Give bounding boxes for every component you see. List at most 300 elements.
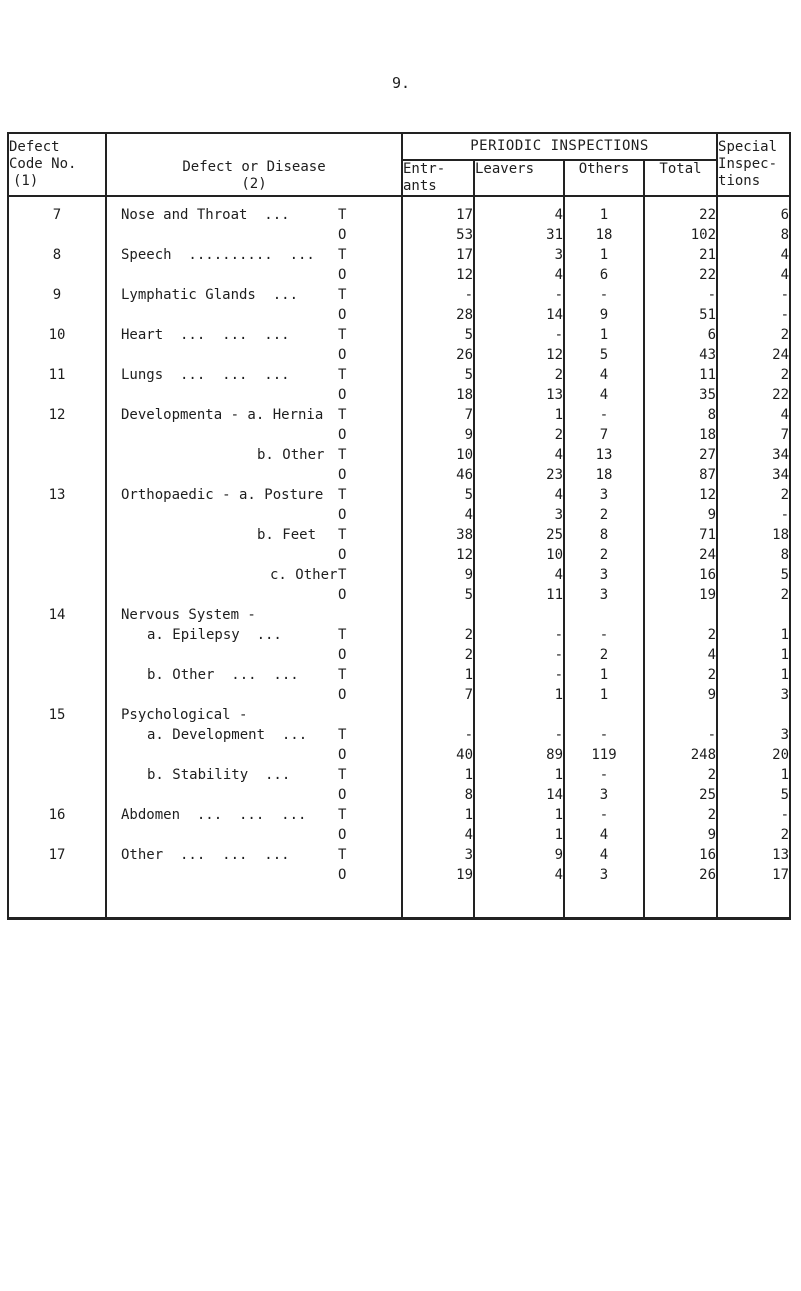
entrants-cell: 9: [402, 565, 474, 585]
row-type-label: T: [338, 527, 347, 543]
defect-disease-cell: [106, 805, 402, 825]
leavers-cell: 4: [474, 485, 564, 505]
row-type-label: O: [338, 467, 347, 483]
defect-disease-cell: [106, 505, 402, 525]
row-type-label: T: [338, 767, 347, 783]
defect-code-cell: [8, 465, 106, 485]
row-type-label: O: [338, 587, 347, 603]
entrants-cell: 3: [402, 845, 474, 865]
defect-disease-cell: [106, 445, 402, 465]
others-cell: -: [564, 405, 644, 425]
special-cell: [717, 605, 790, 625]
others-cell: 4: [564, 825, 644, 845]
others-cell: 3: [564, 485, 644, 505]
table-row: [8, 265, 790, 285]
defect-disease-cell: [106, 525, 402, 545]
leavers-cell: -: [474, 665, 564, 685]
entrants-cell: 40: [402, 745, 474, 765]
row-type-label: O: [338, 787, 347, 803]
others-cell: 18: [564, 225, 644, 245]
special-cell: 34: [717, 445, 790, 465]
entrants-cell: 53: [402, 225, 474, 245]
total-cell: [644, 605, 717, 625]
table-row: [8, 505, 790, 525]
table-row: [8, 605, 790, 625]
table-row: [8, 825, 790, 845]
table-row: [8, 225, 790, 245]
leavers-cell: 10: [474, 545, 564, 565]
header-defect-disease: Defect or Disease (2): [106, 133, 402, 196]
row-type-label: T: [338, 487, 347, 503]
table-row: [8, 285, 790, 305]
total-cell: 51: [644, 305, 717, 325]
row-type-label: O: [338, 647, 347, 663]
special-cell: 8: [717, 225, 790, 245]
others-cell: 1: [564, 196, 644, 225]
disease-label: Nervous System -: [121, 607, 256, 623]
leavers-cell: 4: [474, 265, 564, 285]
defect-code-cell: [8, 505, 106, 525]
total-cell: 43: [644, 345, 717, 365]
table-row: [8, 485, 790, 505]
disease-label: Abdomen ... ... ...: [121, 807, 307, 823]
defect-code-cell: [8, 745, 106, 765]
row-type-label: O: [338, 347, 347, 363]
leavers-cell: 12: [474, 345, 564, 365]
others-cell: 2: [564, 505, 644, 525]
defect-code-cell: [8, 425, 106, 445]
entrants-cell: 46: [402, 465, 474, 485]
table-row: [8, 345, 790, 365]
table-row: [8, 665, 790, 685]
table-row: [8, 805, 790, 825]
defect-disease-cell: [106, 705, 402, 725]
special-cell: 18: [717, 525, 790, 545]
entrants-cell: 5: [402, 325, 474, 345]
table-row: [8, 625, 790, 645]
special-cell: 24: [717, 345, 790, 365]
defect-code-cell: [8, 385, 106, 405]
entrants-cell: 7: [402, 685, 474, 705]
others-cell: -: [564, 765, 644, 785]
table-row: [8, 765, 790, 785]
others-cell: 4: [564, 385, 644, 405]
row-type-label: O: [338, 687, 347, 703]
table-row: [8, 565, 790, 585]
header-entrants: Entr- ants: [402, 160, 474, 196]
leavers-cell: 1: [474, 685, 564, 705]
entrants-cell: 5: [402, 485, 474, 505]
table-row: [8, 465, 790, 485]
total-cell: 22: [644, 265, 717, 285]
entrants-cell: 26: [402, 345, 474, 365]
defects-table: [7, 132, 791, 920]
defect-code-cell: [8, 345, 106, 365]
leavers-cell: -: [474, 645, 564, 665]
defect-disease-cell: [106, 285, 402, 305]
others-cell: 2: [564, 645, 644, 665]
defect-disease-cell: [106, 765, 402, 785]
disease-label: a. Development ...: [147, 727, 308, 743]
row-type-label: T: [338, 247, 347, 263]
row-type-label: T: [338, 287, 347, 303]
defect-code-cell: [8, 305, 106, 325]
entrants-cell: 18: [402, 385, 474, 405]
entrants-cell: 4: [402, 505, 474, 525]
row-type-label: O: [338, 427, 347, 443]
total-cell: 11: [644, 365, 717, 385]
table-row: [8, 405, 790, 425]
row-type-label: O: [338, 747, 347, 763]
total-cell: 12: [644, 485, 717, 505]
total-cell: 2: [644, 805, 717, 825]
header-leavers: Leavers: [474, 160, 564, 196]
row-type-label: T: [338, 407, 347, 423]
row-type-label: O: [338, 267, 347, 283]
leavers-cell: 11: [474, 585, 564, 605]
disease-label: Speech .......... ...: [121, 247, 315, 263]
defect-code-cell: [8, 445, 106, 465]
row-type-label: T: [338, 727, 347, 743]
row-type-label: T: [338, 667, 347, 683]
special-cell: [717, 705, 790, 725]
row-type-label: O: [338, 547, 347, 563]
leavers-cell: [474, 705, 564, 725]
entrants-cell: 17: [402, 196, 474, 225]
others-cell: [564, 705, 644, 725]
table-row: [8, 545, 790, 565]
table-row: [8, 325, 790, 345]
special-cell: 8: [717, 545, 790, 565]
defect-disease-cell: [106, 865, 402, 919]
defect-disease-cell: [106, 565, 402, 585]
entrants-cell: 10: [402, 445, 474, 465]
defect-disease-cell: [106, 585, 402, 605]
disease-label: Lungs ... ... ...: [121, 367, 290, 383]
disease-label: c. Other: [270, 567, 338, 583]
defect-disease-cell: [106, 325, 402, 345]
leavers-cell: 31: [474, 225, 564, 245]
total-cell: 16: [644, 845, 717, 865]
defect-code-cell: [8, 825, 106, 845]
leavers-cell: 14: [474, 785, 564, 805]
table-row: [8, 305, 790, 325]
special-cell: 4: [717, 265, 790, 285]
leavers-cell: 3: [474, 245, 564, 265]
defect-disease-cell: [106, 785, 402, 805]
special-cell: 2: [717, 825, 790, 845]
others-cell: 1: [564, 245, 644, 265]
disease-label: a. Epilepsy ...: [147, 627, 282, 643]
others-cell: 119: [564, 745, 644, 765]
special-cell: -: [717, 285, 790, 305]
disease-label: Developmenta - a. Hernia: [121, 407, 324, 423]
table-row: [8, 845, 790, 865]
defect-disease-cell: [106, 196, 402, 225]
disease-label: b. Stability ...: [147, 767, 291, 783]
entrants-cell: 19: [402, 865, 474, 919]
table-row: [8, 425, 790, 445]
defect-code-cell: [8, 645, 106, 665]
special-cell: 7: [717, 425, 790, 445]
special-cell: 5: [717, 565, 790, 585]
defect-disease-cell: [106, 645, 402, 665]
special-cell: 1: [717, 625, 790, 645]
header-defect-code: Defect Code No. (1): [8, 133, 106, 196]
leavers-cell: 1: [474, 765, 564, 785]
leavers-cell: 4: [474, 865, 564, 919]
defect-code-cell: [8, 625, 106, 645]
entrants-cell: 2: [402, 625, 474, 645]
leavers-cell: 3: [474, 505, 564, 525]
disease-label: b. Feet: [257, 527, 317, 543]
total-cell: 24: [644, 545, 717, 565]
defect-disease-cell: [106, 825, 402, 845]
total-cell: 27: [644, 445, 717, 465]
total-cell: 21: [644, 245, 717, 265]
row-type-label: O: [338, 867, 347, 883]
total-cell: 102: [644, 225, 717, 245]
leavers-cell: 14: [474, 305, 564, 325]
total-cell: 26: [644, 865, 717, 919]
defect-disease-cell: [106, 425, 402, 445]
special-cell: 20: [717, 745, 790, 765]
others-cell: 5: [564, 345, 644, 365]
total-cell: 19: [644, 585, 717, 605]
special-cell: 1: [717, 765, 790, 785]
disease-label: Psychological -: [121, 707, 248, 723]
special-cell: 13: [717, 845, 790, 865]
defect-disease-cell: [106, 685, 402, 705]
entrants-cell: 9: [402, 425, 474, 445]
others-cell: 3: [564, 565, 644, 585]
special-cell: 2: [717, 485, 790, 505]
defect-disease-cell: [106, 265, 402, 285]
defect-code-cell: [8, 865, 106, 919]
disease-label: Other ... ... ...: [121, 847, 290, 863]
defect-disease-cell: [106, 385, 402, 405]
others-cell: 4: [564, 845, 644, 865]
leavers-cell: 2: [474, 365, 564, 385]
total-cell: 2: [644, 665, 717, 685]
total-cell: 2: [644, 765, 717, 785]
header-others: Others: [564, 160, 644, 196]
total-cell: 8: [644, 405, 717, 425]
defect-code-cell: [8, 565, 106, 585]
table-row: [8, 645, 790, 665]
total-cell: 16: [644, 565, 717, 585]
others-cell: 6: [564, 265, 644, 285]
table-row: [8, 725, 790, 745]
entrants-cell: 1: [402, 665, 474, 685]
leavers-cell: 1: [474, 825, 564, 845]
others-cell: 1: [564, 665, 644, 685]
row-type-label: T: [338, 327, 347, 343]
entrants-cell: 38: [402, 525, 474, 545]
defect-code-cell: [8, 725, 106, 745]
defect-disease-cell: [106, 845, 402, 865]
special-cell: 22: [717, 385, 790, 405]
header-total: Total: [644, 160, 717, 196]
table-row: [8, 245, 790, 265]
row-type-label: T: [338, 567, 347, 583]
defect-disease-cell: [106, 545, 402, 565]
row-type-label: T: [338, 807, 347, 823]
defect-code-cell: 17: [8, 845, 106, 865]
others-cell: -: [564, 805, 644, 825]
entrants-cell: 2: [402, 645, 474, 665]
total-cell: -: [644, 725, 717, 745]
entrants-cell: 4: [402, 825, 474, 845]
header-periodic-inspections: PERIODIC INSPECTIONS: [402, 133, 717, 160]
disease-label: Heart ... ... ...: [121, 327, 290, 343]
table-row: [8, 745, 790, 765]
defect-code-cell: [8, 665, 106, 685]
total-cell: 9: [644, 685, 717, 705]
table-row: [8, 365, 790, 385]
defect-disease-cell: [106, 605, 402, 625]
entrants-cell: 12: [402, 265, 474, 285]
table-row: [8, 685, 790, 705]
table-row: [8, 445, 790, 465]
special-cell: -: [717, 805, 790, 825]
total-cell: 6: [644, 325, 717, 345]
defect-disease-cell: [106, 485, 402, 505]
disease-label: b. Other ... ...: [147, 667, 299, 683]
others-cell: 3: [564, 585, 644, 605]
leavers-cell: -: [474, 285, 564, 305]
page-number: 9.: [392, 74, 411, 92]
entrants-cell: 12: [402, 545, 474, 565]
entrants-cell: [402, 705, 474, 725]
others-cell: 2: [564, 545, 644, 565]
special-cell: 1: [717, 645, 790, 665]
defect-code-cell: [8, 225, 106, 245]
defect-disease-cell: [106, 665, 402, 685]
entrants-cell: 1: [402, 805, 474, 825]
table-row: [8, 196, 790, 225]
table-row: [8, 865, 790, 919]
defect-code-cell: [8, 685, 106, 705]
others-cell: 4: [564, 365, 644, 385]
total-cell: -: [644, 285, 717, 305]
leavers-cell: 25: [474, 525, 564, 545]
defect-code-cell: 13: [8, 485, 106, 505]
row-type-label: T: [338, 627, 347, 643]
total-cell: 22: [644, 196, 717, 225]
special-cell: 1: [717, 665, 790, 685]
special-cell: 3: [717, 725, 790, 745]
others-cell: 1: [564, 685, 644, 705]
leavers-cell: 23: [474, 465, 564, 485]
defect-code-cell: 9: [8, 285, 106, 305]
special-cell: 2: [717, 325, 790, 345]
total-cell: 87: [644, 465, 717, 485]
defect-code-cell: [8, 585, 106, 605]
defect-code-cell: 8: [8, 245, 106, 265]
entrants-cell: 7: [402, 405, 474, 425]
total-cell: 248: [644, 745, 717, 765]
row-type-label: O: [338, 227, 347, 243]
special-cell: 2: [717, 585, 790, 605]
leavers-cell: 4: [474, 565, 564, 585]
leavers-cell: 2: [474, 425, 564, 445]
table-row: [8, 785, 790, 805]
entrants-cell: -: [402, 285, 474, 305]
leavers-cell: 1: [474, 805, 564, 825]
total-cell: 25: [644, 785, 717, 805]
others-cell: 3: [564, 865, 644, 919]
defect-code-cell: 12: [8, 405, 106, 425]
disease-label: Orthopaedic - a. Posture: [121, 487, 324, 503]
leavers-cell: 1: [474, 405, 564, 425]
total-cell: 18: [644, 425, 717, 445]
others-cell: 18: [564, 465, 644, 485]
total-cell: 35: [644, 385, 717, 405]
defect-disease-cell: [106, 405, 402, 425]
leavers-cell: [474, 605, 564, 625]
defect-disease-cell: [106, 245, 402, 265]
table-row: [8, 385, 790, 405]
leavers-cell: -: [474, 625, 564, 645]
special-cell: 17: [717, 865, 790, 919]
defect-code-cell: 16: [8, 805, 106, 825]
special-cell: 3: [717, 685, 790, 705]
row-type-label: O: [338, 507, 347, 523]
defect-disease-cell: [106, 725, 402, 745]
entrants-cell: [402, 605, 474, 625]
entrants-cell: 5: [402, 365, 474, 385]
table-row: [8, 525, 790, 545]
others-cell: 9: [564, 305, 644, 325]
leavers-cell: -: [474, 725, 564, 745]
entrants-cell: 1: [402, 765, 474, 785]
row-type-label: T: [338, 447, 347, 463]
defect-code-cell: [8, 765, 106, 785]
defect-disease-cell: [106, 345, 402, 365]
defect-code-cell: 11: [8, 365, 106, 385]
defect-code-cell: [8, 785, 106, 805]
total-cell: 71: [644, 525, 717, 545]
header-special-inspections: Special Inspec- tions: [717, 133, 790, 196]
defect-code-cell: 14: [8, 605, 106, 625]
row-type-label: T: [338, 367, 347, 383]
defect-disease-cell: [106, 225, 402, 245]
leavers-cell: 4: [474, 445, 564, 465]
disease-label: b. Other: [257, 447, 325, 463]
special-cell: 4: [717, 405, 790, 425]
entrants-cell: 8: [402, 785, 474, 805]
defect-code-cell: [8, 525, 106, 545]
table-row: [8, 705, 790, 725]
defect-disease-cell: [106, 625, 402, 645]
table-row: [8, 585, 790, 605]
defect-code-cell: 10: [8, 325, 106, 345]
others-cell: -: [564, 285, 644, 305]
others-cell: 8: [564, 525, 644, 545]
row-type-label: T: [338, 847, 347, 863]
others-cell: 3: [564, 785, 644, 805]
defect-disease-cell: [106, 365, 402, 385]
defect-disease-cell: [106, 745, 402, 765]
entrants-cell: -: [402, 725, 474, 745]
leavers-cell: 13: [474, 385, 564, 405]
special-cell: -: [717, 505, 790, 525]
others-cell: [564, 605, 644, 625]
total-cell: [644, 705, 717, 725]
others-cell: 7: [564, 425, 644, 445]
disease-label: Nose and Throat ...: [121, 207, 290, 223]
